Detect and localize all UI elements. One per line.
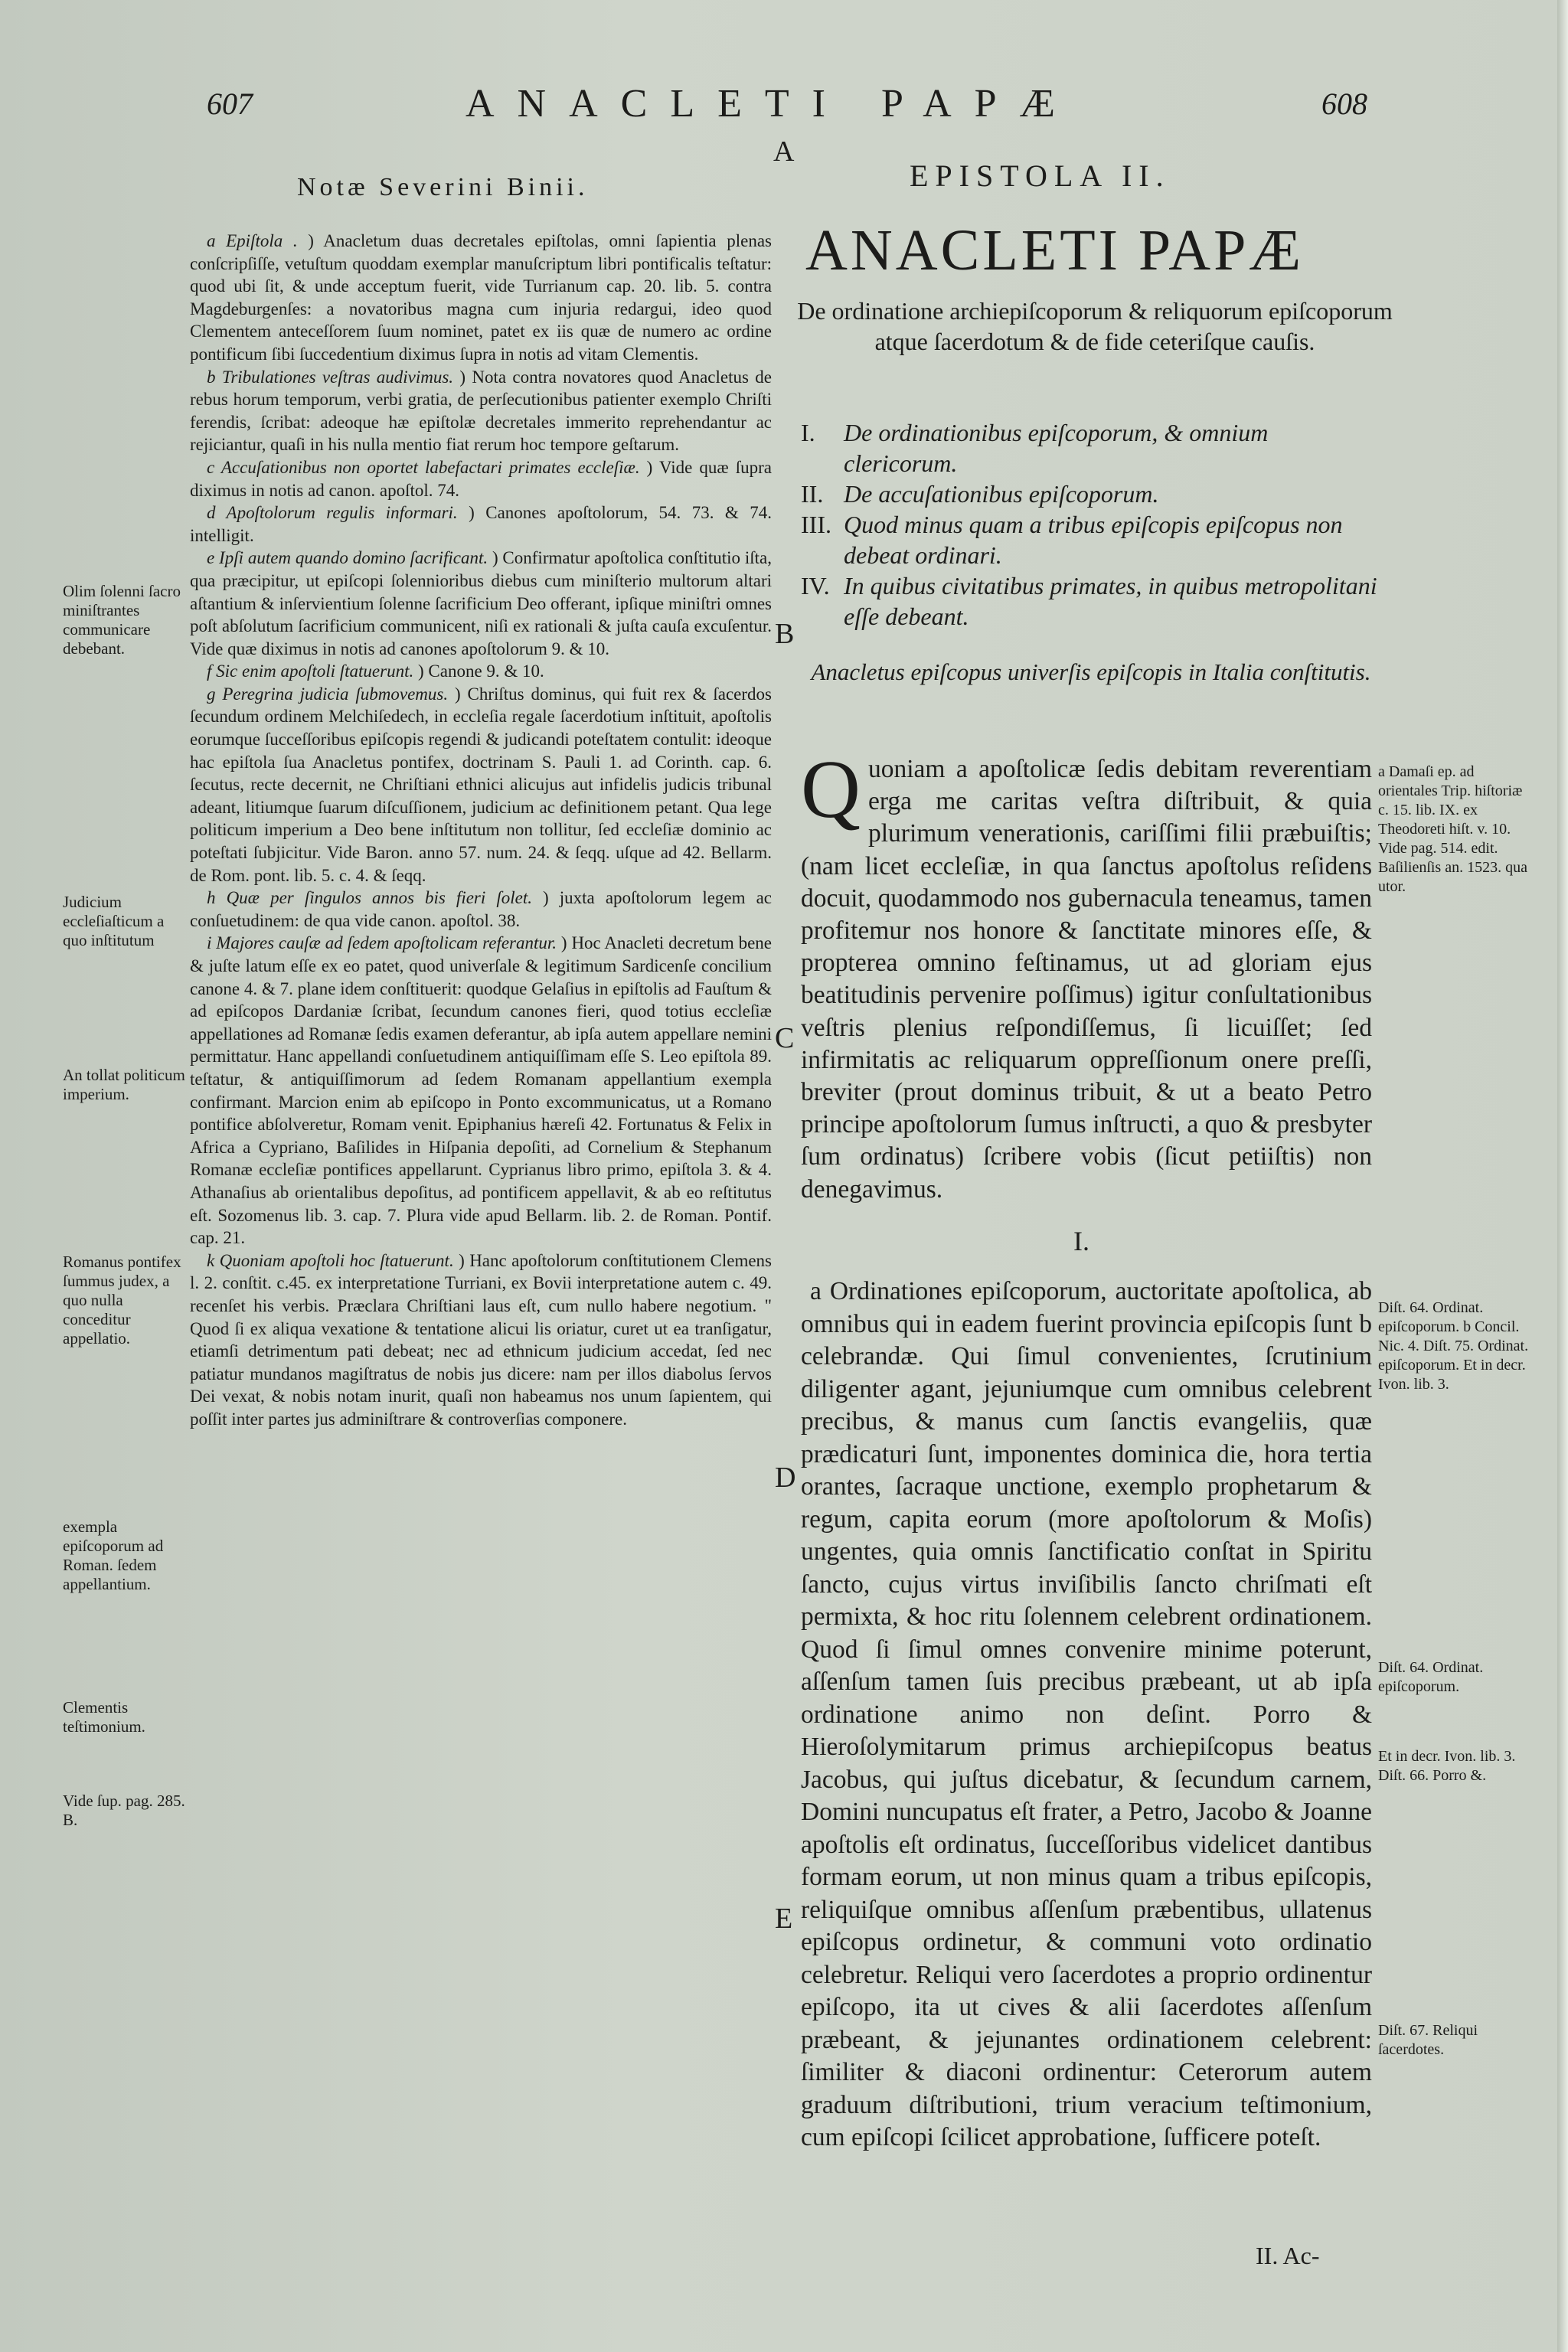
- notes-column: [190, 230, 772, 1430]
- note-paragraph: g Peregrina judicia ſubmovemus. ) Chriſtus dominus, qui fuit rex & ſacerdos ſecundum ordinem Melchiſedech, in eccleſia regale ſacerdotium inſtituit, apoſtolis eorumque ſucceſſoribus epiſcopis regendi & judicandi poteſtatem contulit: ideoque hac epiſtola ſua Anacletus pontifex, doctrinam S. Pauli 1. ad Corinth. cap. 6. ſecutus, recte decernit, ne Chriſtiani ethnici alicujus aut infidelis judicis tribunal adeant, litiumque ſuarum diſcuſſionem, judicium ac definitionem petant. Qua lege politicum imperium a Deo bene inſtitutum non tollitur, ſed eccleſiæ dominio ac poteſtati ſubjicitur. Vide Baron. anno 57. num. 24. & ſeqq. uſque ad 42. Bellarm. de Rom. pont. lib. 5. c. 4. & ſeqq.: [190, 684, 773, 885]
- epistle-subtitle: De ordinatione archiepiſcoporum & reliquorum epiſcoporum atque ſacerdotum & de fide ceteriſque cauſis.: [797, 297, 1393, 355]
- sidenote-left: Olim ſolenni ſacro miniſtrantes communicare debebant.: [63, 582, 181, 658]
- note-paragraph: e Ipſi autem quando domino ſacrificant. ) Confirmatur apoſtolica conſtitutio iſta, qua præcipitur, ut epiſcopi ſolennioribus diebus cum miniſterio multorum altari aſtantium & inſervientium ſolenne ſacrificium Deo offerant, ipſique miniſtri omnes poſt abſolutum ſacrificium communicent, niſi ex rationali & juſta cauſa excuſentur. Vide quæ diximus in notis ad canones apoſtolorum 9. & 10.: [190, 548, 772, 658]
- sidenote-right: a Damaſi ep. ad orientales Trip. hiſtoriæ c. 15. lib. IX. ex Theodoreti hiſt. v. 10. Vide pag. 514. edit. Baſilienſis an. 1523. qua utor.: [1378, 763, 1527, 895]
- epistle-address: Anacletus epiſcopus univerſis epiſcopis in Italia conſtitutis.: [811, 658, 1371, 685]
- section-letter: B: [775, 618, 795, 650]
- sidenote-right: Et in decr. Ivon. lib. 3. Diſt. 66. Porro &.: [1378, 1748, 1516, 1784]
- section-letter-a: A: [773, 136, 795, 168]
- chapter-item: II. De accuſationibus epiſcoporum.: [801, 480, 1159, 508]
- opening-paragraph: Quoniam a apoſtolicæ ſedis debitam reverentiam erga me caritas veſtra diſtribuit, & quia plurimum venerationis, cariſſimi filii præbuiſtis; (nam licet eccleſiæ, in qua ſanctus apoſtolus reſidens docuit, quodammodo nos gubernacula teneamus, tamen profitemur nos honore & ſanctitate minores eſſe, & propterea omnino feſtinamus, ut ad gloriam ejus beatitudinis pervenire poſſimus) igitur conſultationibus veſtris plenius reſpondiſſemus, ſi licuiſſet; ſed infirmitatis ac reliquarum oppreſſionum onere preſſi, breviter (prout dominus tribuit, & ut a beato Petro principe apoſtolorum ſumus inſtructi, a quo & presbyter ſum ordinatus) ſcribere vobis (ſicut petiiſtis) non denegavimus.: [801, 744, 1372, 1204]
- note-paragraph: d Apoſtolorum regulis informari. ) Canones apoſtolorum, 54. 73. & 74. intelligit.: [190, 503, 773, 545]
- drop-cap: Q: [801, 744, 861, 835]
- sidenote-left: Clementis teſtimonium.: [63, 1698, 145, 1736]
- note-paragraph: b Tribulationes veſtras audivimus. ) Nota contra novatores quod Anacletus de rebus horum temporum, verbi gratia, de perſecutionibus patienter exemplo Chriſti ferendis, ſcribat: adeoque hæ epiſtolæ decretales immerito reprehendantur ac rejiciantur, quaſi in his nulla mentio fiat rerum hoc tempore geſtarum.: [190, 367, 772, 455]
- chapter-item: IV. In quibus civitatibus primates, in quibus metropolitani eſſe debeant.: [801, 572, 1377, 630]
- note-paragraph: k Quoniam apoſtoli hoc ſtatuerunt. ) Hanc apoſtolorum conſtitutionem Clemens l. 2. conſtit. c.45. ex interpretatione Turriani, ex Bovii interpretatione autem c. 49. recenſet his verbis. Præclara Chriſtiani laus eſt, cum nullo habere negotium. " Quod ſi ex aliqua vexatione & tentatione alicui lis oriatur, curet ut ea tranſigatur, etiamſi detrimentum pati debeat; nec ad ethnicum judicium accedat, ſed nec patiatur mundanos magiſtratus de nobis jus dicere: nam per illos diabolus ſervos Dei vexat, & nobis notam inurit, quaſi non habeamus nos unum ſapientem, qui poſſit inter partes jus adminiſtrare & controverſias componere.: [190, 1250, 773, 1429]
- epistle-heading: EPISTOLA II.: [910, 158, 1171, 193]
- note-paragraph: f Sic enim apoſtoli ſtatuerunt. ) Canone 9. & 10.: [207, 662, 544, 681]
- sidenote-left: Romanus pontifex ſummus judex, a quo nulla conceditur appellatio.: [63, 1253, 181, 1348]
- section-letter: E: [775, 1903, 793, 1935]
- note-paragraph: a Epiſtola . ) Anacletum duas decretales epiſtolas, omni ſapientia plenas conſcripſiſſe, vetuſtum quoddam exemplar manuſcriptum libri pontificalis teſtatur: quod ubi ſit, & unde acceptum fuerit, vide Turrianum cap. 20. lib. 5. contra Magdeburgenſes: a novatoribus magna cum injuria redargui, ideo quod Clementem anteceſſorem ſuum nominet, patet ex iis quæ de numero ac ordine pontificum ſibi ſuccedentium diximus ſupra in notis ad vitam Clementis.: [190, 231, 773, 364]
- note-paragraph: c Accuſationibus non oportet labefactari primates eccleſiæ. ) Vide quæ ſupra diximus in notis ad canon. apoſtol. 74.: [190, 457, 773, 500]
- epistle-opening: [801, 744, 1372, 1206]
- sidenote-right: Diſt. 67. Reliqui ſacerdotes.: [1378, 2022, 1478, 2058]
- section-paragraph: a Ordinationes epiſcoporum, auctoritate apoſtolica, ab omnibus qui in eadem fuerint provincia epiſcopis ſunt b celebrandæ. Qui ſimul convenientes, ſcrutinium diligenter agant, jejuniumque cum omnibus celebrent precibus, & manus cum ſanctis evangeliis, quæ prædicaturi ſunt, imponentes dominica die, hora tertia orantes, ſacraque unctione, exemplo prophetarum & regum, capita eorum (more apoſtolorum & Moſis) ungentes, quia omnis ſanctificatio conſtat in Spiritu ſancto, cujus virtus inviſibilis ſancto chriſmati eſt permixta, & hoc ritu ſolennem celebrent ordinationem. Quod ſi ſimul omnes convenire minime poterunt, aſſenſum tamen ſuis precibus præbeant, ut ab ipſa ordinatione animo non deſint. Porro & Hieroſolymitarum primus archiepiſcopus beatus Jacobus, qui juſtus dicebatur, & ſecundum carnem, Domini nuncupatus eſt frater, a Petro, Jacobo & Joanne apoſtolis eſt ordinatus, ſucceſſoribus videlicet dantibus formam eorum, ut non minus quam a tribus epiſcopis, reliquiſque omnibus aſſenſum præbentibus, ullatenus epiſcopus ordinetur, & communi voto ordinatio celebretur. Reliqui vero ſacerdotes a proprio ordinentur epiſcopo, ita ut cives & alii ſacerdotes aſſenſum præbeant, & jejunantes ordinationem celebrent: ſimiliter & diaconi ordinentur: Ceterorum autem graduum diſtributioni, trium veracium teſtimonium, cum epiſcopi ſcilicet approbatione, ſufficere poteſt.: [801, 1277, 1372, 2151]
- section-letter: D: [775, 1462, 796, 1494]
- chapter-item: I. De ordinationibus epiſcoporum, & omnium clericorum.: [801, 419, 1269, 477]
- page-number-left: 607: [207, 87, 253, 121]
- sidenote-right: Diſt. 64. Ordinat. epiſcoporum. b Concil. Nic. 4. Diſt. 75. Ordinat. epiſcoporum. Et in decr. Ivon. lib. 3.: [1378, 1299, 1529, 1393]
- epistle-name: ANACLETI PAPÆ: [805, 218, 1304, 283]
- catchword: II. Ac-: [1256, 2242, 1320, 2269]
- chapter-list: [801, 417, 1383, 632]
- running-title: ANACLETI PAPÆ: [466, 82, 1078, 126]
- epistle-section-text: [801, 1276, 1372, 2154]
- note-paragraph: i Majores cauſæ ad ſedem apoſtolicam referantur. ) Hoc Anacleti decretum bene & juſte latum eſſe ex eo patet, quod univerſale & legitimum Sardicenſe concilium canone 4. & 7. plane idem conſtituerit: quodque Gelaſius in epiſtolis ad Fauſtum & ad epiſcopos Dardaniæ ſcribat, ſecundum canones fieri, quod totius eccleſiæ appellationes ad Romanæ ſedis examen deferantur, ab ipſa autem appellare nemini permittatur. Hanc appellandi conſuetudinem antiquiſſimam eſſe S. Leo epiſtola 89. teſtatur, & antiquiſſimorum ad ſedem Romanam appellantium exempla confirmant. Marcion enim ab epiſcopo in Ponto excommunicatus, ut a Romano pontifice abſolveretur, Romam venit. Epiphanius hæreſi 42. Fortunatus & Felix in Africa a Cypriano, Baſilides in Hiſpania depoſiti, ad Cornelium & Stephanum Romanæ eccleſiæ pontifices appellarunt. Cyprianus libro primo, epiſtola 3. & 4. Athanaſius ab orientalibus depoſitus, ad pontificem appellavit, & ab eo reſtitutus eſt. Sozomenus lib. 3. cap. 7. Plura vide apud Bellarm. lib. 2. de Roman. Pontif. cap. 21.: [190, 933, 772, 1248]
- sidenote-left: Vide ſup. pag. 285. B.: [63, 1792, 185, 1829]
- chapter-item: III. Quod minus quam a tribus epiſcopis epiſcopus non debeat ordinari.: [801, 511, 1343, 569]
- sidenote-left: exempla epiſcoporum ad Roman. ſedem appellantium.: [63, 1517, 164, 1593]
- sidenote-right: Diſt. 64. Ordinat. epiſcoporum.: [1378, 1659, 1484, 1695]
- section-heading-one: I.: [1073, 1226, 1089, 1256]
- sidenote-left: Judicium eccleſiaſticum a quo inſtitutum: [63, 893, 165, 949]
- page-spine-edge: [1557, 0, 1568, 2352]
- section-letter: C: [775, 1022, 795, 1054]
- note-paragraph: h Quæ per ſingulos annos bis fieri ſolet. ) juxta apoſtolorum legem ac conſuetudinem: de qua vide canon. apoſtol. 38.: [190, 888, 773, 930]
- notes-title: Notæ Severini Binii.: [297, 173, 589, 201]
- sidenote-left: An tollat politicum imperium.: [63, 1066, 185, 1103]
- page-number-right: 608: [1321, 87, 1367, 121]
